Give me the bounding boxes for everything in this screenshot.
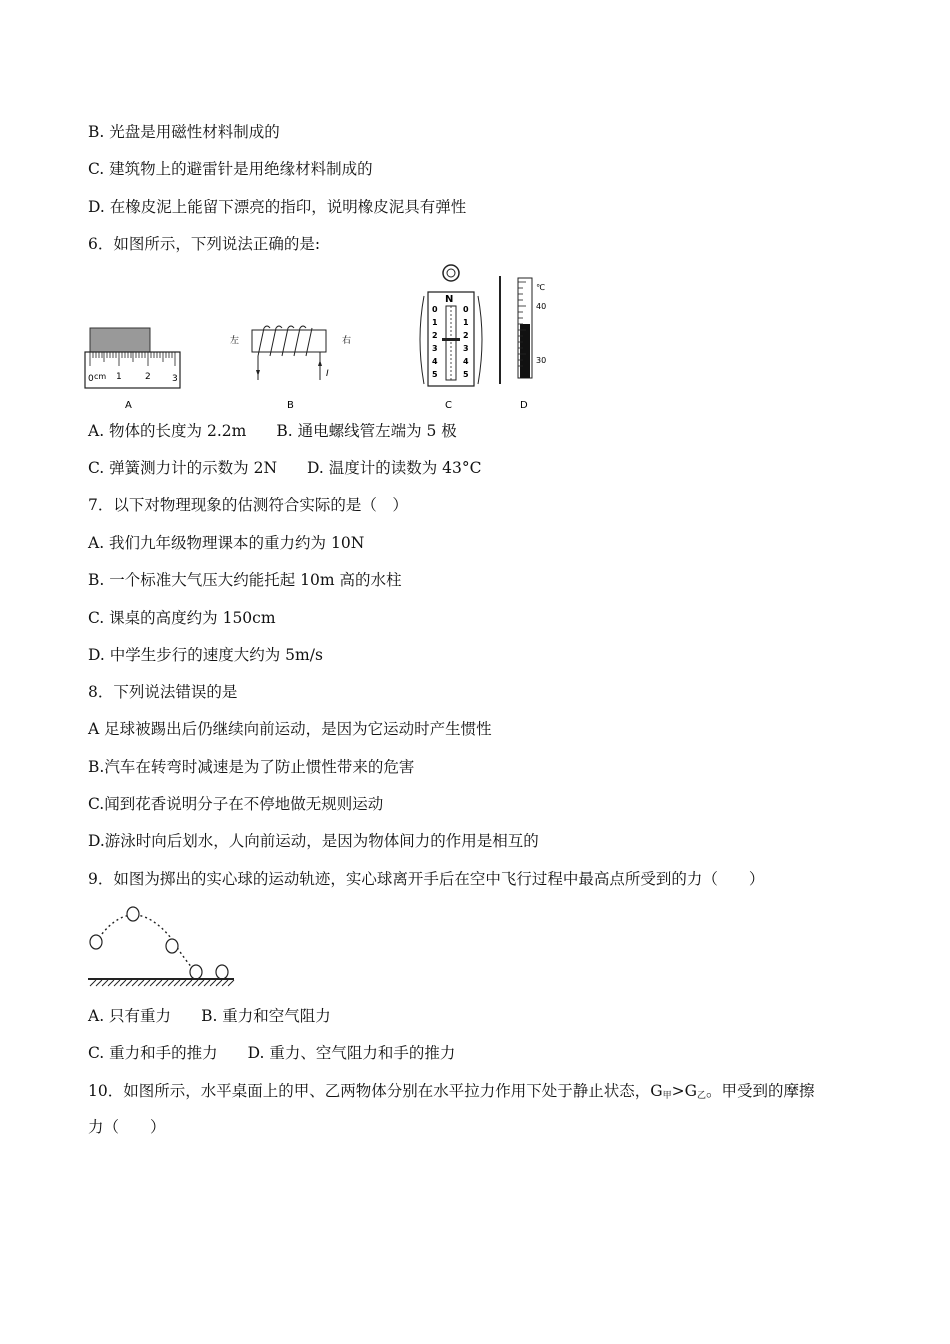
q6-options-cd	[88, 458, 482, 478]
q5-option-c: C. 建筑物上的避雷针是用绝缘材料制成的	[88, 160, 373, 178]
q9-option-d: D. 重力、空气阻力和手的推力	[247, 1044, 456, 1062]
scale-tick-5r: 5	[463, 370, 469, 379]
question-9: 9．如图为掷出的实心球的运动轨迹，实心球离开手后在空中飞行过程中最高点所受到的力（ ）	[88, 870, 765, 888]
coil-left-label: 左	[230, 336, 240, 346]
q8-option-a: A 足球被踢出后仍继续向前运动，是因为它运动时产生惯性	[88, 720, 492, 738]
q5-option-d: D. 在橡皮泥上能留下漂亮的指印，说明橡皮泥具有弹性	[88, 198, 467, 216]
ruler-unit: cm	[94, 372, 107, 381]
scale-tick-0r: 0	[463, 305, 469, 314]
q5-option-b: B. 光盘是用磁性材料制成的	[88, 123, 280, 141]
thermo-tick-40: 40	[536, 302, 547, 311]
q6-option-b: B. 通电螺线管左端为 5 极	[276, 422, 457, 440]
q10-text-end: 。甲受到的摩擦	[706, 1082, 815, 1100]
q9-option-b: B. 重力和空气阻力	[201, 1007, 331, 1025]
q8-option-c: C.闻到花香说明分子在不停地做无规则运动	[88, 795, 384, 813]
spring-scale-figure	[420, 265, 482, 411]
q6-option-d: D. 温度计的读数为 43°C	[307, 459, 482, 477]
q10-subscript-jia: 甲	[662, 1091, 672, 1101]
q7-option-d: D. 中学生步行的速度大约为 5m/s	[88, 646, 323, 664]
q7-option-b: B. 一个标准大气压大约能托起 10m 高的水柱	[88, 571, 402, 589]
figure-label-b: B	[287, 400, 294, 411]
thermo-tick-30: 30	[536, 356, 547, 365]
q6-options-ab	[88, 421, 457, 441]
ruler-tick-1: 1	[116, 372, 122, 382]
figure-q9	[86, 900, 246, 990]
figure-label-a: A	[125, 400, 132, 411]
question-8: 8．下列说法错误的是	[88, 683, 238, 701]
question-6: 6．如图所示，下列说法正确的是:	[88, 235, 321, 253]
scale-tick-3: 3	[432, 344, 438, 353]
ruler-tick-3: 3	[172, 374, 178, 384]
scale-tick-1: 1	[432, 318, 438, 327]
question-10-line2: 力（ ）	[88, 1118, 166, 1136]
question-10	[88, 1081, 815, 1106]
q8-option-b: B.汽车在转弯时减速是为了防止惯性带来的危害	[88, 758, 415, 776]
ruler-figure	[85, 328, 180, 411]
scale-tick-3r: 3	[463, 344, 469, 353]
q6-option-a: A. 物体的长度为 2.2m	[88, 422, 247, 440]
figure-label-c: C	[445, 400, 452, 411]
ruler-tick-0: 0	[88, 374, 94, 384]
current-label: I	[326, 369, 329, 379]
q9-option-c: C. 重力和手的推力	[88, 1044, 218, 1062]
ruler-tick-2: 2	[145, 372, 151, 382]
coil-right-label: 右	[342, 336, 352, 346]
q9-options-cd	[88, 1043, 455, 1063]
scale-tick-0: 0	[432, 305, 438, 314]
q7-option-a: A. 我们九年级物理课本的重力约为 10N	[88, 534, 365, 552]
scale-tick-2r: 2	[463, 331, 469, 340]
scale-tick-4r: 4	[463, 357, 469, 366]
solenoid-figure	[230, 326, 351, 411]
scale-tick-2: 2	[432, 331, 438, 340]
q6-option-c: C. 弹簧测力计的示数为 2N	[88, 459, 278, 477]
scale-n: N	[445, 294, 454, 305]
q10-subscript-yi: 乙	[697, 1091, 707, 1101]
scale-tick-4: 4	[432, 357, 438, 366]
thermo-unit: ℃	[536, 283, 545, 292]
thermometer-figure	[500, 276, 546, 411]
q9-option-a: A. 只有重力	[88, 1007, 172, 1025]
scale-tick-5: 5	[432, 370, 438, 379]
scale-tick-1r: 1	[463, 318, 469, 327]
q7-option-c: C. 课桌的高度约为 150cm	[88, 609, 276, 627]
question-7: 7．以下对物理现象的估测符合实际的是（ ）	[88, 496, 408, 514]
q8-option-d: D.游泳时向后划水，人向前运动，是因为物体间力的作用是相互的	[88, 832, 539, 850]
q10-text-start: 10．如图所示，水平桌面上的甲、乙两物体分别在水平拉力作用下处于静止状态，G	[88, 1082, 663, 1100]
figure-q6	[80, 262, 560, 412]
q9-options-ab	[88, 1006, 331, 1026]
q10-text-mid: >G	[671, 1082, 697, 1100]
figure-label-d: D	[520, 400, 528, 411]
